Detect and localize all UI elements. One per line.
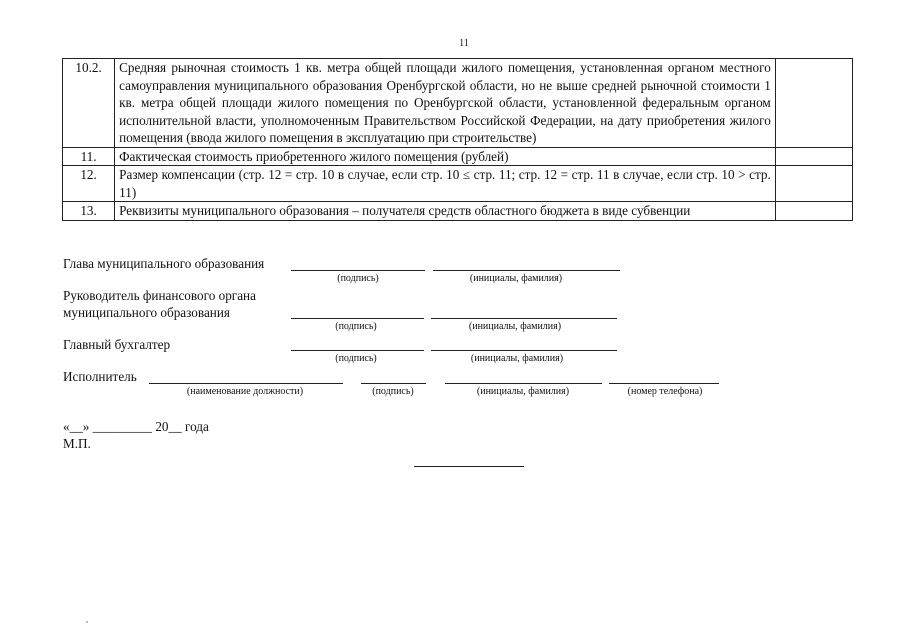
head-signature-caption: (подпись) <box>337 273 379 284</box>
finance-label-line1: Руководитель финансового органа <box>63 288 256 303</box>
executor-signature-line[interactable] <box>361 383 426 384</box>
date-line: «__» _________ 20__ года <box>63 419 209 434</box>
finance-signature-caption: (подпись) <box>335 321 377 332</box>
table-row <box>63 147 853 166</box>
finance-label-line2: муниципального образования <box>63 305 230 320</box>
accountant-initials-caption: (инициалы, фамилия) <box>470 353 564 364</box>
head-label: Глава муниципального образования <box>63 256 265 271</box>
table-row <box>63 59 853 148</box>
executor-initials-line[interactable] <box>445 383 602 384</box>
accountant-label: Главный бухгалтер <box>63 337 171 352</box>
table-row <box>63 202 853 221</box>
executor-initials-caption: (инициалы, фамилия) <box>476 386 570 397</box>
executor-phone-caption: (номер телефона) <box>627 386 703 397</box>
finance-signature-line[interactable] <box>291 318 424 319</box>
head-initials-line[interactable] <box>433 270 620 271</box>
page-number: 11 <box>459 38 469 49</box>
row-number: 13. <box>63 202 115 221</box>
accountant-signature-line[interactable] <box>291 350 424 351</box>
executor-position-caption: (наименование должности) <box>186 386 304 397</box>
executor-phone-line[interactable] <box>609 383 719 384</box>
table-row <box>63 166 853 202</box>
row-description: Фактическая стоимость приобретенного жилого помещения (рублей) <box>115 147 776 166</box>
finance-initials-line[interactable] <box>431 318 617 319</box>
stamp-label: М.П. <box>63 436 91 451</box>
row-value-cell[interactable] <box>775 59 852 148</box>
executor-signature-caption: (подпись) <box>372 386 414 397</box>
row-description: Реквизиты муниципального образования – получателя средств областного бюджета в виде субвенции <box>115 202 776 221</box>
scan-speck <box>86 621 88 623</box>
accountant-initials-line[interactable] <box>431 350 617 351</box>
accountant-signature-caption: (подпись) <box>335 353 377 364</box>
footer-divider <box>414 466 524 467</box>
executor-label: Исполнитель <box>63 369 137 384</box>
row-value-cell[interactable] <box>775 166 852 202</box>
row-number: 10.2. <box>63 59 115 148</box>
row-description: Средняя рыночная стоимость 1 кв. метра общей площади жилого помещения, установленная органом местного самоуправления муниципального образования Оренбургской области, но не выше средней рыночной стоимости 1 кв. метра общей площади жилого помещения по Оренбургской области, установленной федеральным органом исполнительной власти, уполномоченным Правительством Российской Федерации, на дату приобретения жилого помещения (ввода жилого помещения в эксплуатацию при строительстве) <box>115 59 776 148</box>
row-value-cell[interactable] <box>775 202 852 221</box>
executor-position-line[interactable] <box>149 383 343 384</box>
head-initials-caption: (инициалы, фамилия) <box>469 273 563 284</box>
row-description: Размер компенсации (стр. 12 = стр. 10 в случае, если стр. 10 ≤ стр. 11; стр. 12 = стр. 11 в случае, если стр. 10 > стр. 11) <box>115 166 776 202</box>
head-signature-line[interactable] <box>291 270 425 271</box>
report-table <box>62 58 853 221</box>
row-value-cell[interactable] <box>775 147 852 166</box>
finance-initials-caption: (инициалы, фамилия) <box>468 321 562 332</box>
row-number: 12. <box>63 166 115 202</box>
row-number: 11. <box>63 147 115 166</box>
